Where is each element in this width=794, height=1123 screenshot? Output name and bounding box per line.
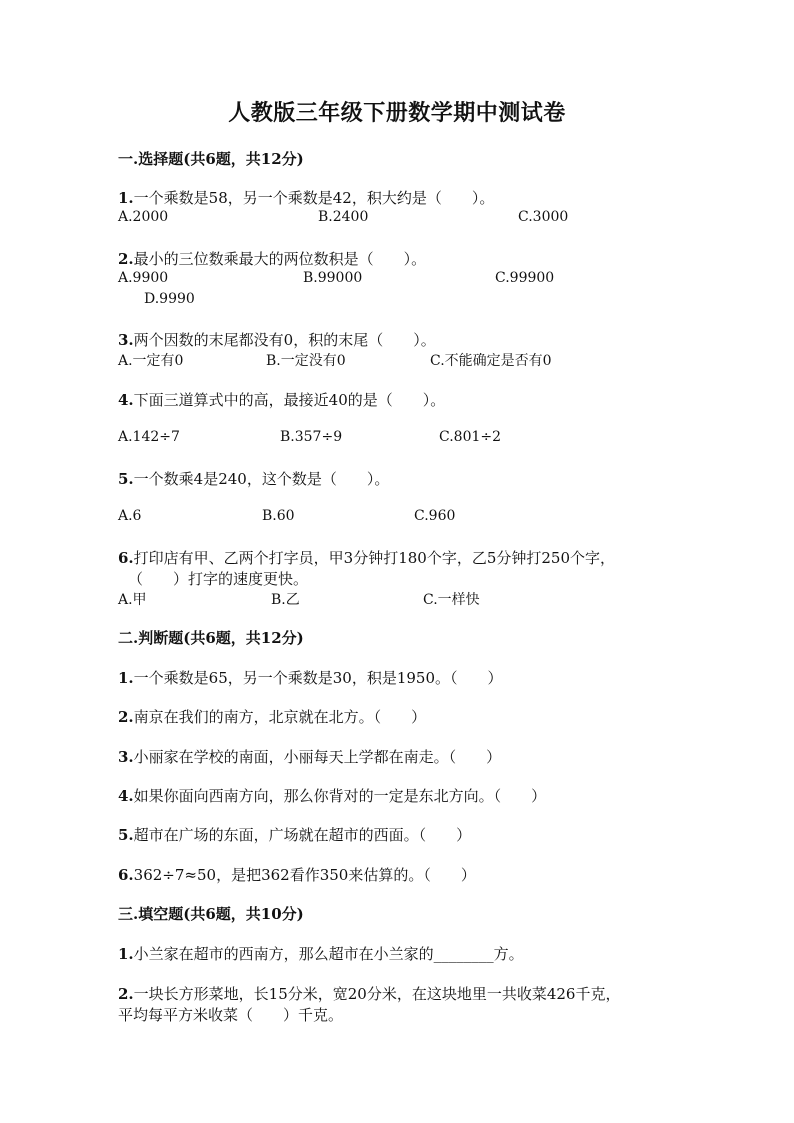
question-number: 3. [118,748,134,766]
question-text [118,983,620,1004]
question-body: 打印店有甲、乙两个打字员，甲3分钟打180个字，乙5分钟打250个字， [133,549,616,567]
question-number: 1. [118,945,134,963]
option-c: C.3000 [518,209,569,225]
option-a: A.6 [118,508,142,524]
question-text [118,706,426,727]
option-a: A.9900 [118,270,169,286]
option-b: B.357÷9 [280,429,343,445]
question-number: 5. [118,470,134,488]
question-number: 2. [118,985,134,1003]
option-a: A.甲 [118,592,147,608]
option-b: B.一定没有0 [266,353,346,369]
question-text [118,746,501,767]
question-body: 两个因数的末尾都没有0，积的末尾（ ）。 [133,331,436,349]
section-heading-choice: 一.选择题(共6题，共12分) [118,150,304,168]
question-text [118,468,389,489]
page-title: 人教版三年级下册数学期中测试卷 [228,100,566,126]
option-b: B.乙 [271,592,300,608]
question-body: 小兰家在超市的西南方，那么超市在小兰家的________方。 [133,945,524,963]
option-c: C.99900 [495,270,555,286]
question-body: 一个乘数是65，另一个乘数是30，积是1950。（ ） [133,669,503,687]
question-number: 4. [118,391,134,409]
question-text [118,389,445,410]
option-a: A.一定有0 [118,353,184,369]
question-number: 2. [118,250,134,268]
question-number: 5. [118,826,134,844]
question-body: 下面三道算式中的高，最接近40的是（ ）。 [133,391,446,409]
question-text [118,943,524,964]
question-body: 362÷7≈50，是把362看作350来估算的。（ ） [133,866,476,884]
question-number: 4. [118,787,134,805]
question-body: 一个数乘4是240，这个数是（ ）。 [133,470,390,488]
question-body: 南京在我们的南方，北京就在北方。（ ） [133,708,427,726]
question-text [118,667,503,688]
question-text [118,187,494,208]
option-c: C.一样快 [423,592,480,608]
option-c: C.801÷2 [439,429,502,445]
question-text [118,824,471,845]
question-text [118,329,436,350]
question-text [118,248,426,269]
section-heading-judgment: 二.判断题(共6题，共12分) [118,629,304,647]
question-body: 超市在广场的东面，广场就在超市的西面。（ ） [133,826,472,844]
question-text [118,785,546,806]
option-d: D.9990 [144,291,195,307]
option-b: B.60 [262,508,295,524]
option-a: A.142÷7 [118,429,180,445]
question-number: 2. [118,708,134,726]
question-body: 一块长方形菜地，长15分米，宽20分米，在这块地里一共收菜426千克， [133,985,621,1003]
question-body: 小丽家在学校的南面，小丽每天上学都在南走。（ ） [133,748,502,766]
question-number: 6. [118,549,134,567]
question-body: 最小的三位数乘最大的两位数积是（ ）。 [133,250,427,268]
question-body: 一个乘数是58，另一个乘数是42，积大约是（ ）。 [133,189,495,207]
question-number: 6. [118,866,134,884]
option-c: C.不能确定是否有0 [430,353,552,369]
question-number: 1. [118,669,134,687]
question-body-continued: 平均每平方米收菜（ ）千克。 [118,1006,344,1024]
question-body: 如果你面向西南方向，那么你背对的一定是东北方向。（ ） [133,787,547,805]
option-c: C.960 [414,508,456,524]
option-a: A.2000 [118,209,169,225]
question-text [118,864,476,885]
section-heading-fill-blank: 三.填空题(共6题，共10分) [118,905,304,923]
question-body-continued: （ ）打字的速度更快。 [128,570,309,588]
option-b: B.2400 [318,209,369,225]
question-number: 1. [118,189,134,207]
option-b: B.99000 [303,270,363,286]
question-number: 3. [118,331,134,349]
question-text [118,547,615,568]
